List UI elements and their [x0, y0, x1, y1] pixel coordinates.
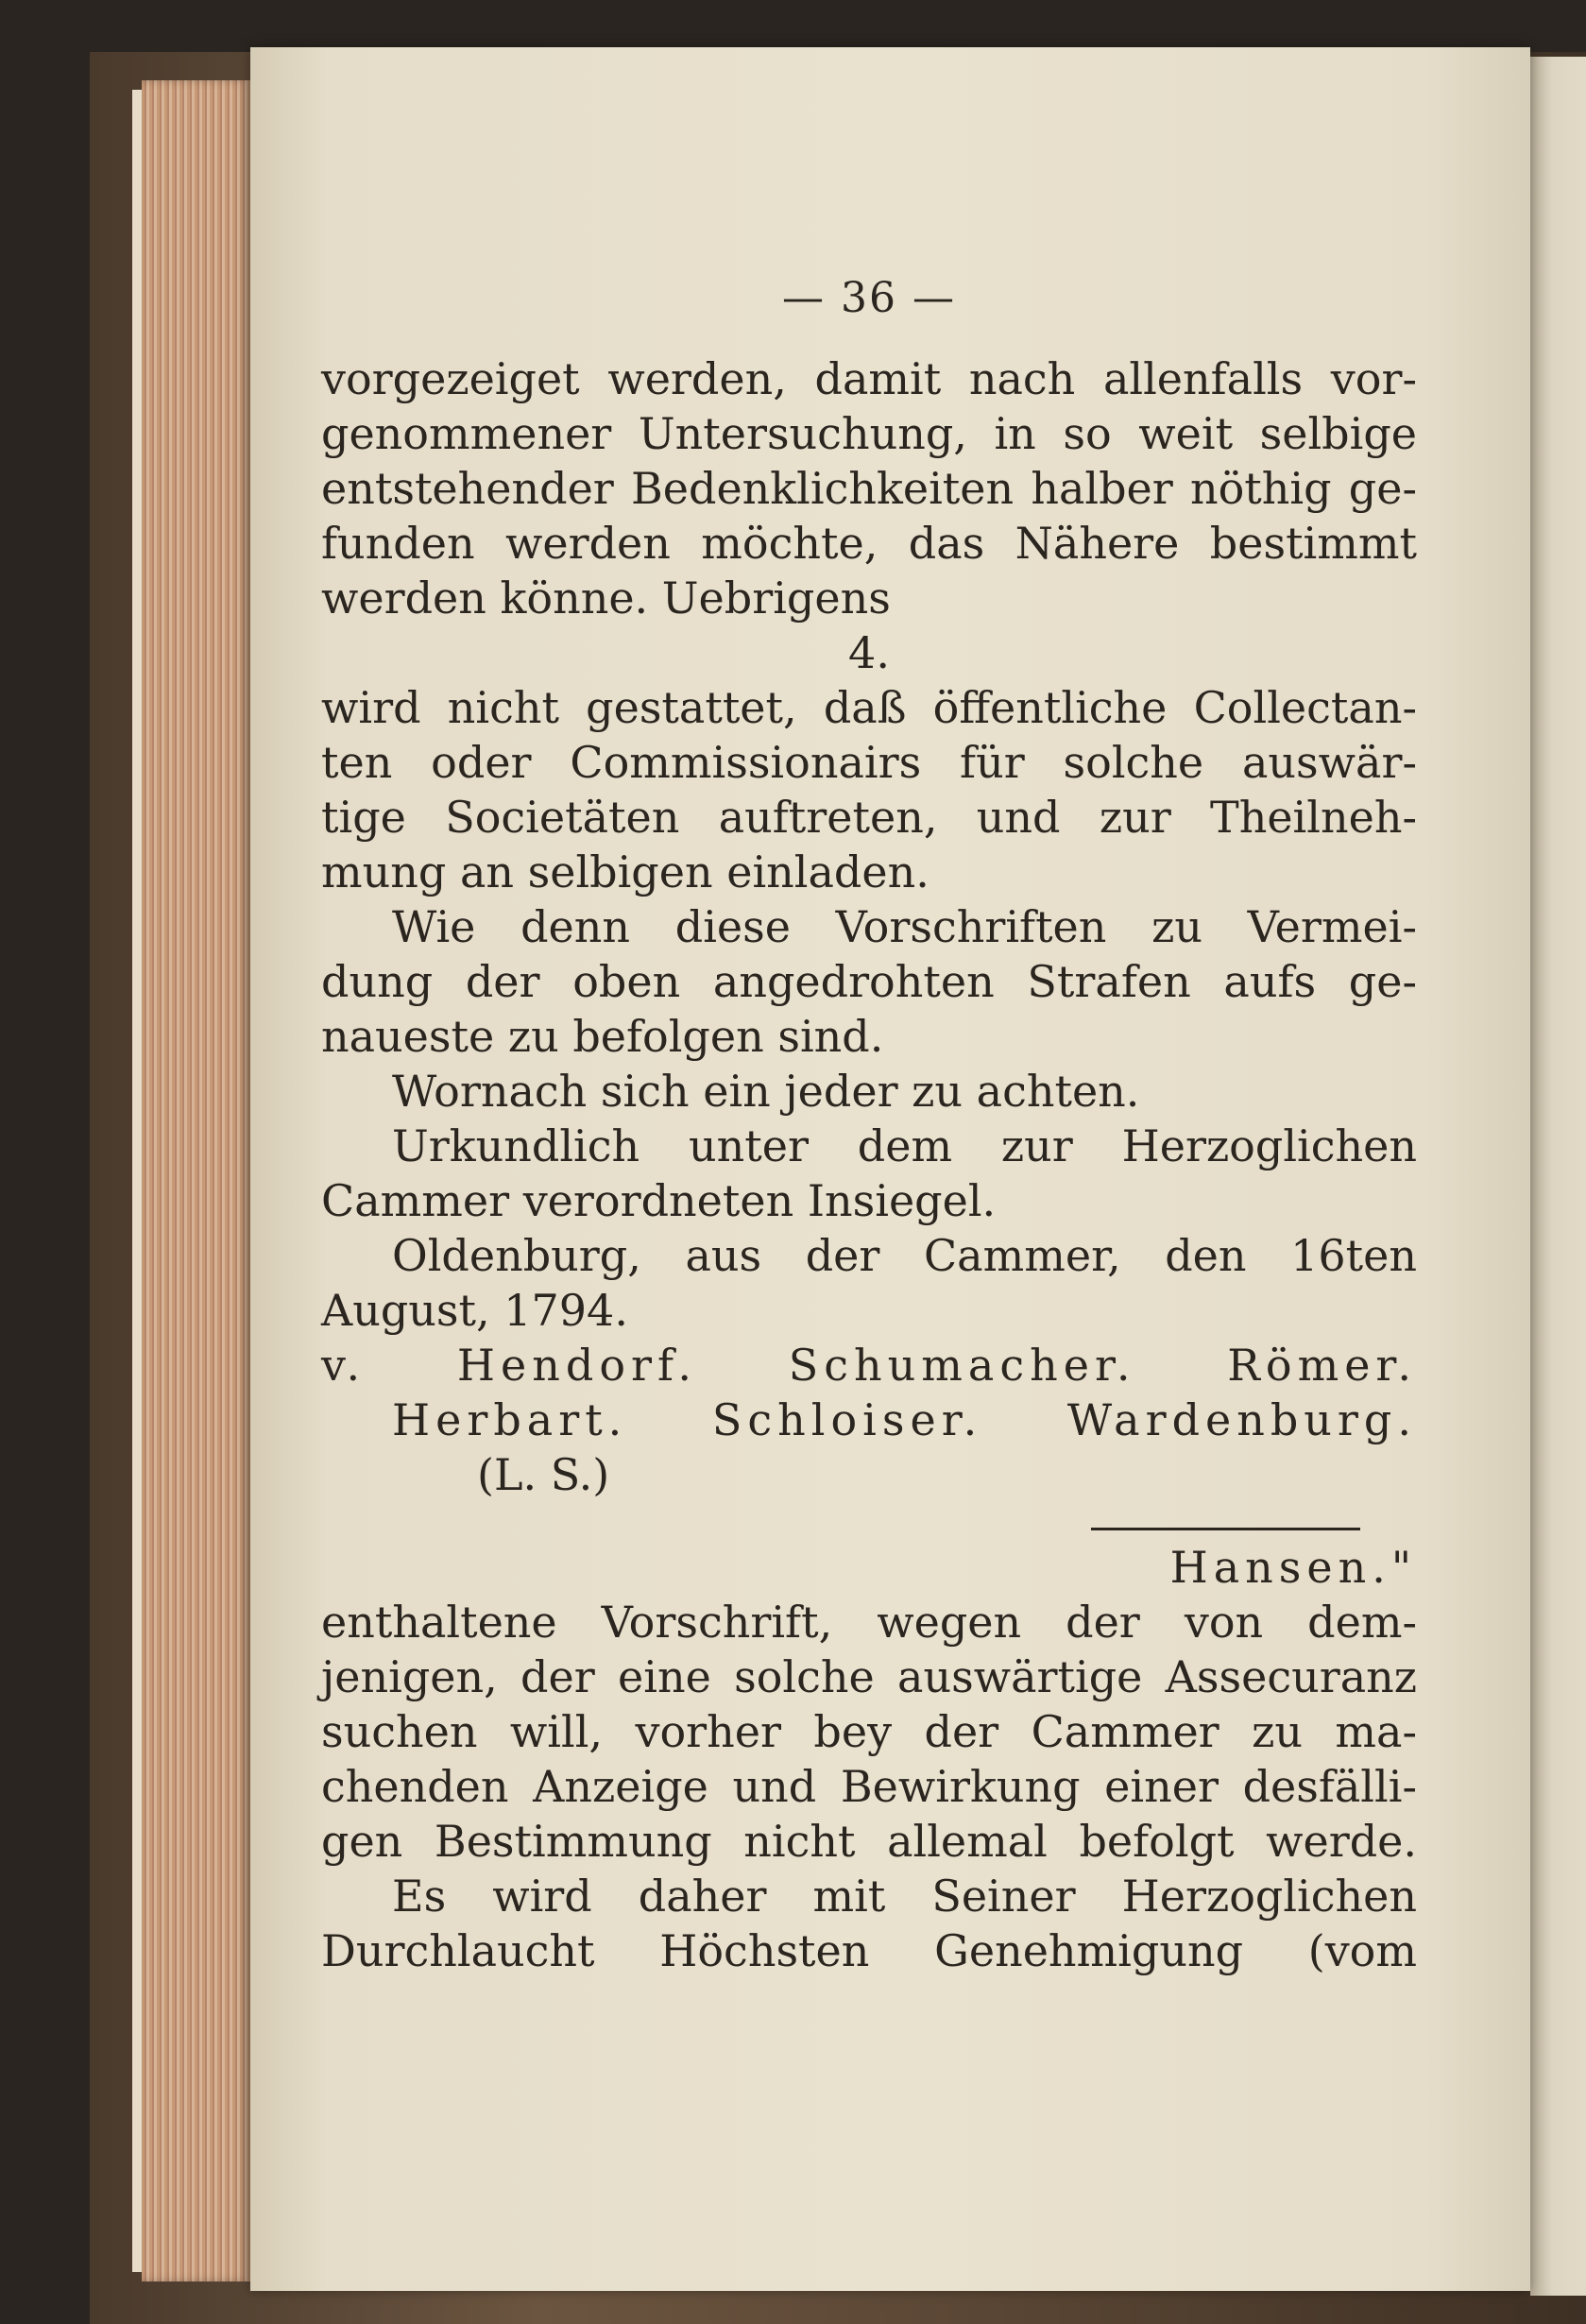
text-line: suchen will, vorher bey der Cammer zu ma- — [321, 1706, 1417, 1757]
text-line: Es wird daher mit Seiner Herzoglichen — [392, 1871, 1417, 1922]
signature-rule — [1091, 1528, 1360, 1530]
text-line: werden könne. Uebrigens — [321, 572, 891, 624]
text-line: Wornach sich ein jeder zu achten. — [392, 1066, 1140, 1117]
text-line: tige Societäten auftreten, und zur Theilneh- — [321, 792, 1417, 843]
text-line: Wie denn diese Vorschriften zu Vermei- — [392, 901, 1417, 952]
signatories-line: Herbart. Schloiser. Wardenburg. — [392, 1394, 1417, 1445]
facing-page-edge — [1530, 57, 1586, 2296]
text-line: August, 1794. — [321, 1285, 628, 1336]
text-line: genommener Untersuchung, in so weit selbige — [321, 408, 1417, 459]
text-line: enthaltene Vorschrift, wegen der von dem- — [321, 1597, 1417, 1648]
text-line: funden werden möchte, das Nähere bestimmt — [321, 518, 1417, 569]
text-line: ten oder Commissionairs für solche auswär- — [321, 737, 1417, 788]
text-line: vorgezeiget werden, damit nach allenfalls vor- — [321, 353, 1417, 404]
text-line: Durchlaucht Höchsten Genehmigung (vom — [321, 1925, 1417, 1976]
text-line: chenden Anzeige und Bewirkung einer desfälli- — [321, 1761, 1417, 1812]
text-line: Urkundlich unter dem zur Herzoglichen — [392, 1120, 1417, 1171]
signatories-line: v. Hendorf. Schumacher. Römer. — [321, 1340, 1417, 1391]
text-line: dung der oben angedrohten Strafen aufs ge- — [321, 956, 1417, 1007]
text-line: Cammer verordneten Insiegel. — [321, 1175, 997, 1226]
text-line: jenigen, der eine solche auswärtige Assecuranz — [321, 1651, 1417, 1702]
text-line: entstehender Bedenklichkeiten halber nöthig ge- — [321, 463, 1417, 514]
text-line: naueste zu befolgen sind. — [321, 1011, 884, 1062]
signatory-name: Hansen." — [1169, 1542, 1417, 1593]
section-number: 4. — [848, 627, 890, 678]
seal-mark: (L. S.) — [477, 1449, 610, 1500]
text-line: Oldenburg, aus der Cammer, den 16ten — [392, 1230, 1417, 1281]
text-line: mung an selbigen einladen. — [321, 846, 929, 897]
page-number: — 36 — — [782, 274, 956, 322]
page-edges — [142, 80, 250, 2281]
text-line: wird nicht gestattet, daß öffentliche Collectan- — [321, 682, 1417, 733]
text-line: gen Bestimmung nicht allemal befolgt werde. — [321, 1816, 1417, 1867]
